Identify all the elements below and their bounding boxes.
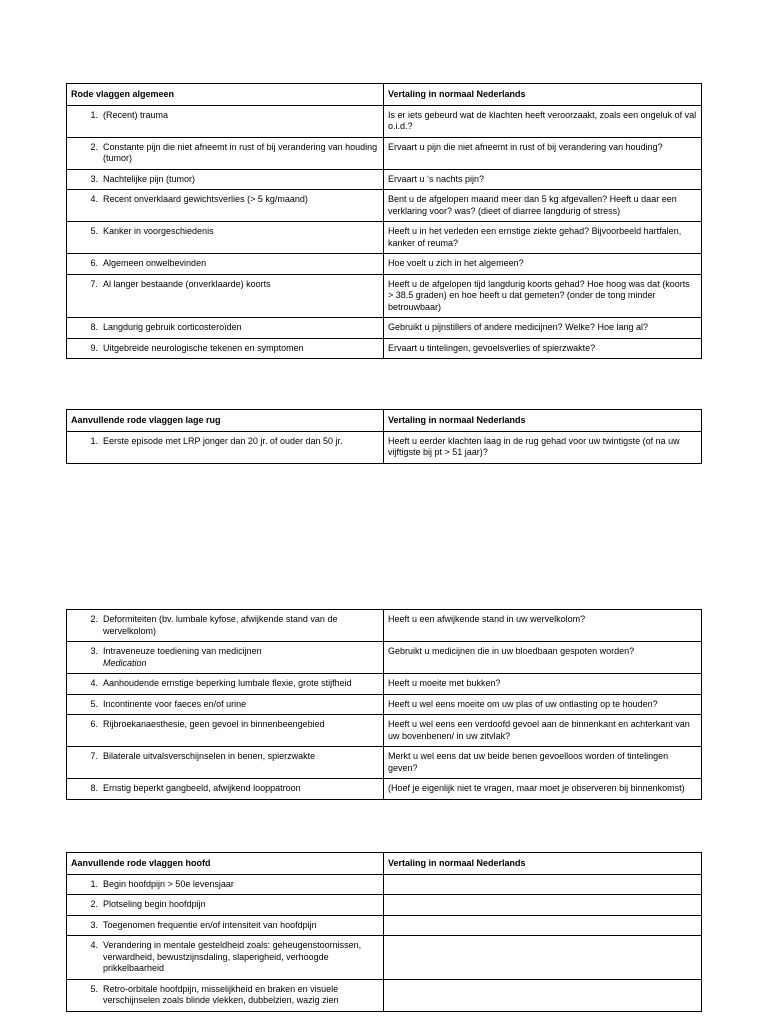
item-number: 4. <box>90 940 98 950</box>
red-flag-text: Intraveneuze toediening van medicijnen <box>103 646 262 656</box>
translation-cell: Ervaart u pijn die niet afneemt in rust of bij verandering van houding? <box>384 137 702 169</box>
red-flag-text: Plotseling begin hoofdpijn <box>103 899 206 909</box>
item-number: 5. <box>90 226 98 236</box>
table-rode-vlaggen-hoofd <box>66 852 702 1012</box>
table-row <box>67 169 702 190</box>
translation-cell: Ervaart u tintelingen, gevoelsverlies of spierzwakte? <box>384 338 702 359</box>
red-flag-text: Begin hoofdpijn > 50e levensjaar <box>103 878 234 889</box>
translation-cell: (Hoef je eigenlijk niet te vragen, maar moet je observeren bij binnenkomst) <box>384 779 702 800</box>
table-cell <box>67 779 384 800</box>
column-header: Rode vlaggen algemeen <box>67 84 384 106</box>
item-number: 4. <box>90 194 98 204</box>
red-flag-text: Retro-orbitale hoofdpijn, misselijkheid en braken en visuele verschijnselen zoals blinde vlekken, dubbelzien, wazig zien <box>103 983 339 1005</box>
red-flag-text-block <box>103 646 379 669</box>
table-cell <box>67 222 384 254</box>
item-number: 8. <box>90 783 98 793</box>
red-flag-text: Rijbroekanaesthesie, geen gevoel in binnenbeengebied <box>103 719 325 729</box>
table-row <box>67 137 702 169</box>
red-flag-text: Constante pijn die niet afneemt in rust of bij verandering van houding (tumor) <box>103 141 378 163</box>
item-number: 6. <box>90 258 98 268</box>
table-row <box>67 715 702 747</box>
item-number: 8. <box>90 322 98 332</box>
translation-cell <box>384 979 702 1011</box>
table-cell <box>67 674 384 695</box>
translation-cell: Ervaart u ‘s nachts pijn? <box>384 169 702 190</box>
table-row <box>67 747 702 779</box>
red-flag-text: Ernstig beperkt gangbeeld, afwijkend looppatroon <box>103 783 301 793</box>
column-header: Vertaling in normaal Nederlands <box>384 84 702 106</box>
item-number: 5. <box>90 983 98 994</box>
item-number: 3. <box>90 646 98 656</box>
column-header: Aanvullende rode vlaggen lage rug <box>67 410 384 432</box>
item-number: 2. <box>90 141 98 152</box>
translation-cell: Heeft u in het verleden een ernstige ziekte gehad? Bijvoorbeeld hartfalen, kanker of reuma? <box>384 222 702 254</box>
table-row <box>67 674 702 695</box>
table-row <box>67 694 702 715</box>
table-cell <box>67 642 384 674</box>
table-row <box>67 610 702 642</box>
translation-cell <box>384 874 702 895</box>
red-flag-text: Bilaterale uitvalsverschijnselen in benen, spierzwakte <box>103 751 316 761</box>
translation-cell: Is er iets gebeurd wat de klachten heeft veroorzaakt, zoals een ongeluk of val o.i.d.? <box>384 105 702 137</box>
table-header-row <box>67 84 702 106</box>
table-row <box>67 915 702 936</box>
table-row <box>67 338 702 359</box>
table-cell <box>67 915 384 936</box>
table-row <box>67 642 702 674</box>
note-text: Medication <box>103 657 147 668</box>
table-rode-vlaggen-algemeen <box>66 83 702 359</box>
item-number: 5. <box>90 698 98 709</box>
translation-cell: Heeft u een afwijkende stand in uw wervelkolom? <box>384 610 702 642</box>
red-flag-text: Recent onverklaard gewichtsverlies (> 5 kg/maand) <box>103 194 308 204</box>
item-number: 1. <box>90 878 98 889</box>
table-row <box>67 105 702 137</box>
table-cell <box>67 979 384 1011</box>
red-flag-text: Deformiteiten (bv. lumbale kyfose, afwijkende stand van de wervelkolom) <box>103 614 338 636</box>
column-header: Vertaling in normaal Nederlands <box>384 410 702 432</box>
translation-cell: Hoe voelt u zich in het algemeen? <box>384 254 702 275</box>
item-number: 1. <box>90 435 98 446</box>
translation-cell: Bent u de afgelopen maand meer dan 5 kg afgevallen? Heeft u daar een verklaring voor? was? (dieet of diarree langdurig of stress) <box>384 190 702 222</box>
table-row <box>67 779 702 800</box>
table-cell <box>67 895 384 916</box>
table-row <box>67 274 702 318</box>
red-flag-text: Algemeen onwelbevinden <box>103 258 207 268</box>
red-flag-text: Uitgebreide neurologische tekenen en symptomen <box>103 342 304 353</box>
red-flag-text: Verandering in mentale gesteldheid zoals: geheugenstoornissen, verwardheid, bewustzijnsdaling, slaperigheid, verhoogde prikkelbaarheid <box>103 940 362 973</box>
table-rode-vlaggen-lage-rug-vervolg <box>66 609 702 800</box>
item-number: 1. <box>90 109 98 120</box>
table-rode-vlaggen-lage-rug <box>66 409 702 464</box>
column-header: Vertaling in normaal Nederlands <box>384 853 702 875</box>
item-number: 3. <box>90 919 98 930</box>
translation-cell: Heeft u moeite met bukken? <box>384 674 702 695</box>
item-number: 4. <box>90 678 98 688</box>
translation-cell <box>384 936 702 980</box>
table-row <box>67 874 702 895</box>
red-flag-text: Eerste episode met LRP jonger dan 20 jr. of ouder dan 50 jr. <box>103 435 343 446</box>
table-cell <box>67 936 384 980</box>
table-row <box>67 254 702 275</box>
table-row <box>67 895 702 916</box>
table-row <box>67 318 702 339</box>
table-row <box>67 431 702 463</box>
red-flag-text: (Recent) trauma <box>103 109 169 120</box>
table-cell <box>67 874 384 895</box>
translation-cell <box>384 915 702 936</box>
table-cell <box>67 318 384 339</box>
translation-cell: Merkt u wel eens dat uw beide benen gevoelloos worden of tintelingen geven? <box>384 747 702 779</box>
table-cell <box>67 694 384 715</box>
item-number: 7. <box>90 278 98 289</box>
red-flag-text: Aanhoudende ernstige beperking lumbale flexie, grote stijfheid <box>103 678 352 688</box>
red-flag-text: Nachtelijke pijn (tumor) <box>103 173 196 184</box>
translation-cell: Gebruikt u medicijnen die in uw bloedbaan gespoten worden? <box>384 642 702 674</box>
table-header-row <box>67 853 702 875</box>
red-flag-text: Al langer bestaande (onverklaarde) koorts <box>103 278 271 289</box>
item-number: 3. <box>90 173 98 184</box>
table-row <box>67 979 702 1011</box>
table-cell <box>67 137 384 169</box>
item-number: 9. <box>90 342 98 353</box>
table-row <box>67 222 702 254</box>
table-cell <box>67 747 384 779</box>
table-cell <box>67 338 384 359</box>
red-flag-text: Incontinente voor faeces en/of urine <box>103 698 247 709</box>
table-cell <box>67 169 384 190</box>
item-number: 2. <box>90 614 98 624</box>
table-header-row <box>67 410 702 432</box>
table-cell <box>67 610 384 642</box>
item-number: 6. <box>90 719 98 729</box>
table-cell <box>67 105 384 137</box>
table-row <box>67 936 702 980</box>
translation-cell: Heeft u wel eens een verdoofd gevoel aan de binnenkant en achterkant van uw bovenbenen/ in uw zitvlak? <box>384 715 702 747</box>
item-number: 2. <box>90 899 98 909</box>
translation-cell: Heeft u wel eens moeite om uw plas of uw ontlasting op te houden? <box>384 694 702 715</box>
translation-cell <box>384 895 702 916</box>
translation-cell: Gebruikt u pijnstillers of andere medicijnen? Welke? Hoe lang al? <box>384 318 702 339</box>
red-flag-text: Kanker in voorgeschiedenis <box>103 226 214 236</box>
translation-cell: Heeft u eerder klachten laag in de rug gehad voor uw twintigste (of na uw vijftigste bij pt > 51 jaar)? <box>384 431 702 463</box>
table-row <box>67 190 702 222</box>
red-flag-text: Langdurig gebruik corticosteroïden <box>103 322 242 332</box>
translation-cell: Heeft u de afgelopen tijd langdurig koorts gehad? Hoe hoog was dat (koorts > 38.5 graden) en hoe heeft u dat gemeten? (onder de tong minder betrouwbaar) <box>384 274 702 318</box>
column-header: Aanvullende rode vlaggen hoofd <box>67 853 384 875</box>
table-cell <box>67 715 384 747</box>
table-cell <box>67 254 384 275</box>
table-cell <box>67 190 384 222</box>
red-flag-text: Toegenomen frequentie en/of intensiteit van hoofdpijn <box>103 919 317 930</box>
table-cell <box>67 274 384 318</box>
item-number: 7. <box>90 751 98 761</box>
table-cell <box>67 431 384 463</box>
